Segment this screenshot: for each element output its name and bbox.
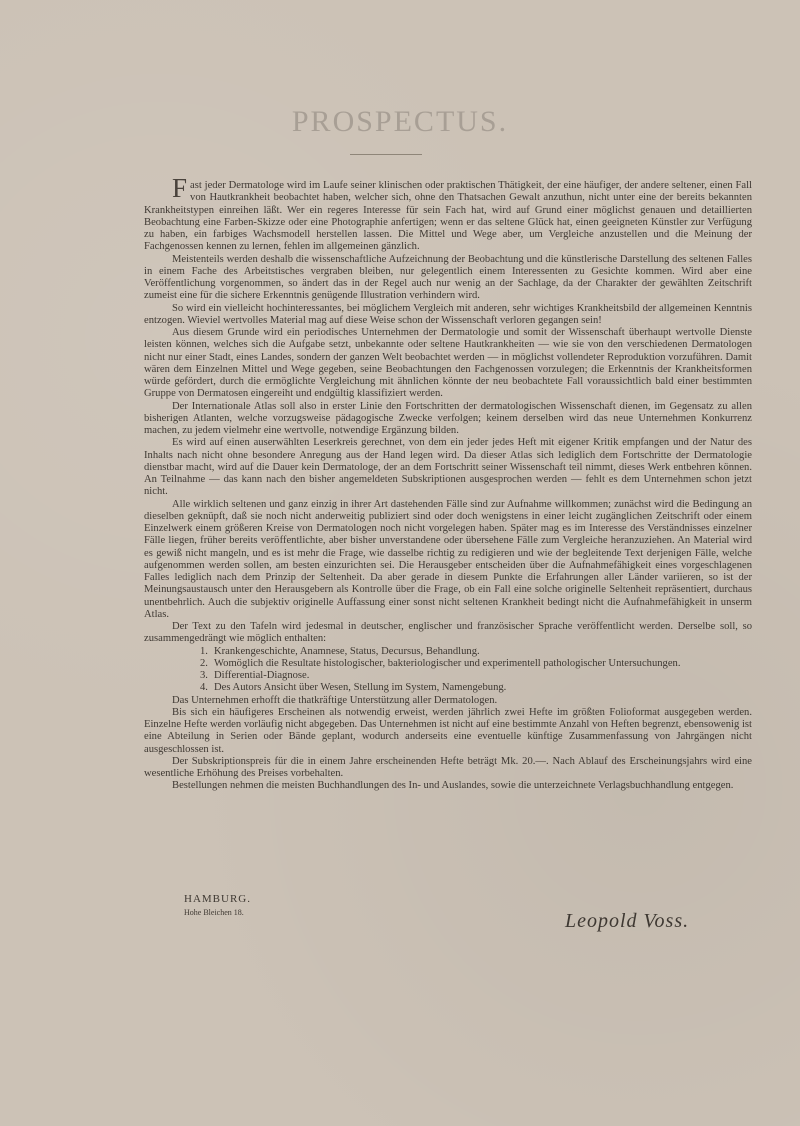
paragraph-4: Aus diesem Grunde wird ein periodisches Unternehmen der Dermatologie und somit der Wissenschaft überhaupt wertvolle Dienste leisten können, welches sich die Aufgabe setzt, unbekannte oder seltene Hautkrankheiten — wie sie von den verschiedenen Dermatologen nicht nur einer Stadt, eines Landes, sondern der ganzen Welt beobachtet werden — in möglichst vollendeter Reproduktion vorzuführen. Damit wären dem Einzelnen Mittel und Wege gegeben, seine Beobachtungen den Fachgenossen vorzulegen; die Erkenntnis der Krankheitsformen würde gefördert, durch die ermöglichte Vergleichung mit ähnlichen könnte der neu beobachtete Fall voraussichtlich bald einer bestimmten Gruppe von Dermatosen eingereiht und endgültig klassifiziert werden. — [144, 327, 752, 400]
list-item: 4. Des Autors Ansicht über Wesen, Stellung im System, Namengebung. — [200, 682, 507, 694]
drop-cap: F — [172, 173, 188, 203]
list-item: 3. Differential-Diagnose. — [200, 670, 310, 681]
paragraph-1: Fast jeder Dermatologe wird im Laufe seiner klinischen oder praktischen Thätigkeit, der eine häufiger, der andere seltener, einen Fall von Hautkrankheit beobachtet haben, welcher sich, ohne den Thatsachen Gewalt anzuthun, nicht unter eine der bereits bekannten Krankheitstypen einreihen läßt. Wer ein regeres Interesse für sein Fach hat, wird auf Grund einer möglichst genauen und detaillierten Beobachtung eine Farben-Skizze oder eine Photographie anfertigen; wenn er das seltene Glück hat, einen geeigneten Künstler zur Verfügung zu haben, ein farbiges Wachsmodell herstellen lassen. Die Mittel und Wege aber, um Vergleiche anzustellen und die Meinung der Fachgenossen kennen zu lernen, fehlen im allgemeinen gänzlich. — [144, 173, 752, 253]
list-item: 1. Krankengeschichte, Anamnese, Status, Decursus, Behandlung. — [200, 645, 480, 657]
closing-paragraph-2: Der Subskriptionspreis für die in einem Jahre erscheinenden Hefte beträgt Mk. 20.—. Nach Ablauf des Erscheinungsjahrs wird eine wesentliche Erhöhung des Preises vorbehalten. — [144, 755, 752, 779]
support-note: Das Unternehmen erhofft die thatkräftige Unterstützung aller Dermatologen. — [172, 694, 498, 706]
paragraph-5: Der Internationale Atlas soll also in erster Linie den Fortschritten der dermatologischen Wissenschaft dienen, im Gegensatz zu allen bisherigen Atlanten, welche vorzugsweise pädagogische Zwecke verfolgen; keinem derselben wird das neue Unternehmen Konkurrenz machen, zu jedem vielmehr eine wertvolle, notwendige Ergänzung bilden. — [144, 400, 752, 436]
body-text — [144, 173, 752, 793]
publisher-address: Hohe Bleichen 18. — [184, 908, 244, 917]
paragraph-3: So wird ein vielleicht hochinteressantes, bei möglichem Vergleich mit anderen, sehr wichtiges Krankheitsbild der allgemeinen Kenntnis entzogen. Wieviel wertvolles Material mag auf diese Weise schon der Wissenschaft verloren gegangen sein! — [144, 302, 752, 326]
list-item: 2. Womöglich die Resultate histologischer, bakteriologischer und experimentell pathologischer Untersuchungen. — [200, 657, 681, 669]
publisher-city: HAMBURG. — [184, 893, 251, 905]
publisher-signature: Leopold Voss. — [565, 910, 690, 932]
content-list — [200, 646, 752, 695]
closing-paragraph-1: Bis sich ein häufigeres Erscheinen als notwendig erweist, werden jährlich zwei Hefte im größten Folioformat ausgegeben werden. Einzelne Hefte werden vorläufig nicht abgegeben. Das Unternehmen ist nicht auf eine bestimmte Anzahl von Heften begrenzt, ebensowenig ist eine Abteilung in Serien oder Bände geplant, wodurch anderseits eine eventuelle künftige Zusammenfassung von Jahrgängen nicht ausgeschlossen ist. — [144, 706, 752, 755]
paragraph-8: Der Text zu den Tafeln wird jedesmal in deutscher, englischer und französischer Sprache veröffentlicht werden. Derselbe soll, so zusammengedrängt wie möglich enthalten: — [144, 621, 752, 645]
closing-paragraph-3: Bestellungen nehmen die meisten Buchhandlungen des In- und Auslandes, sowie die unterzeichnete Verlagsbuchhandlung entgegen. — [172, 780, 734, 792]
page-title: PROSPECTUS. — [291, 105, 509, 138]
paragraph-7: Alle wirklich seltenen und ganz einzig in ihrer Art dastehenden Fälle sind zur Aufnahme willkommen; zunächst wird die Bedingung an dieselben geknüpft, daß sie noch nicht anderweitig publiziert sind oder doch wenigstens in einer leicht zugänglichen Zeitschrift oder einem Einzelwerk einem größeren Kreise von Dermatologen noch nicht vorgelegen haben. Später mag es im Interesse des Verständnisses einzelner Fälle liegen, früher bereits veröffentlichte, aber bisher unverstandene oder übersehene Fälle zum Vergleiche heranzuziehen. An Material wird es gewiß nicht mangeln, und es ist mehr die Frage, wie dasselbe richtig zu redigieren und wie der begleitende Text derjenigen Fälle, welche aufgenommen werden sollen, am besten einzurichten sei. Die Herausgeber entscheiden über die Aufnahmefähigkeit eines vorgeschlagenen Falles lediglich nach dem Prinzip der Seltenheit. Da aber gerade in diesem Punkte die Erfahrungen aller Länder variieren, so ist der Meinungsaustausch unter den Herausgebern als Kontrolle über die Frage, ob ein Fall eine solche originelle Seltenheit repräsentiert, durchaus unentbehrlich. Auch die subjektiv originelle Auffassung einer sonst nicht seltenen Krankheit bedingt nicht die Aufnahmefähigkeit in unserm Atlas. — [144, 498, 752, 620]
title-divider — [350, 154, 422, 155]
paragraph-2: Meistenteils werden deshalb die wissenschaftliche Aufzeichnung der Beobachtung und die künstlerische Darstellung des seltenen Falles in einem Fache des Arbeitstisches vergraben bleiben, nur gelegentlich einem Interessenten zu Gesichte kommen. Wird aber eine Veröffentlichung vorgenommen, so ändert das in der Regel auch nur wenig an der Sachlage, da der Charakter der gewählten Zeitschrift zumeist eine für die sichere Erkenntnis genügende Illustration verhindern wird. — [144, 253, 752, 302]
paragraph-6: Es wird auf einen auserwählten Leserkreis gerechnet, von dem ein jeder jedes Heft mit eigener Kritik empfangen und der Natur des Inhalts nach nicht ohne besondere Anregung aus der Hand legen wird. Da dieser Atlas sich lediglich dem Fortschritte der Dermatologie dienstbar macht, wird auf die Dauer kein Dermatologe, der an dem Fortschritt seiner Wissenschaft teil nimmt, dieses Werk entbehren können. An Teilnahme — das kann nach den bisher angemeldeten Subskriptionen ausgesprochen werden — fehlt es dem Unternehmen schon jetzt nicht. — [144, 437, 752, 498]
